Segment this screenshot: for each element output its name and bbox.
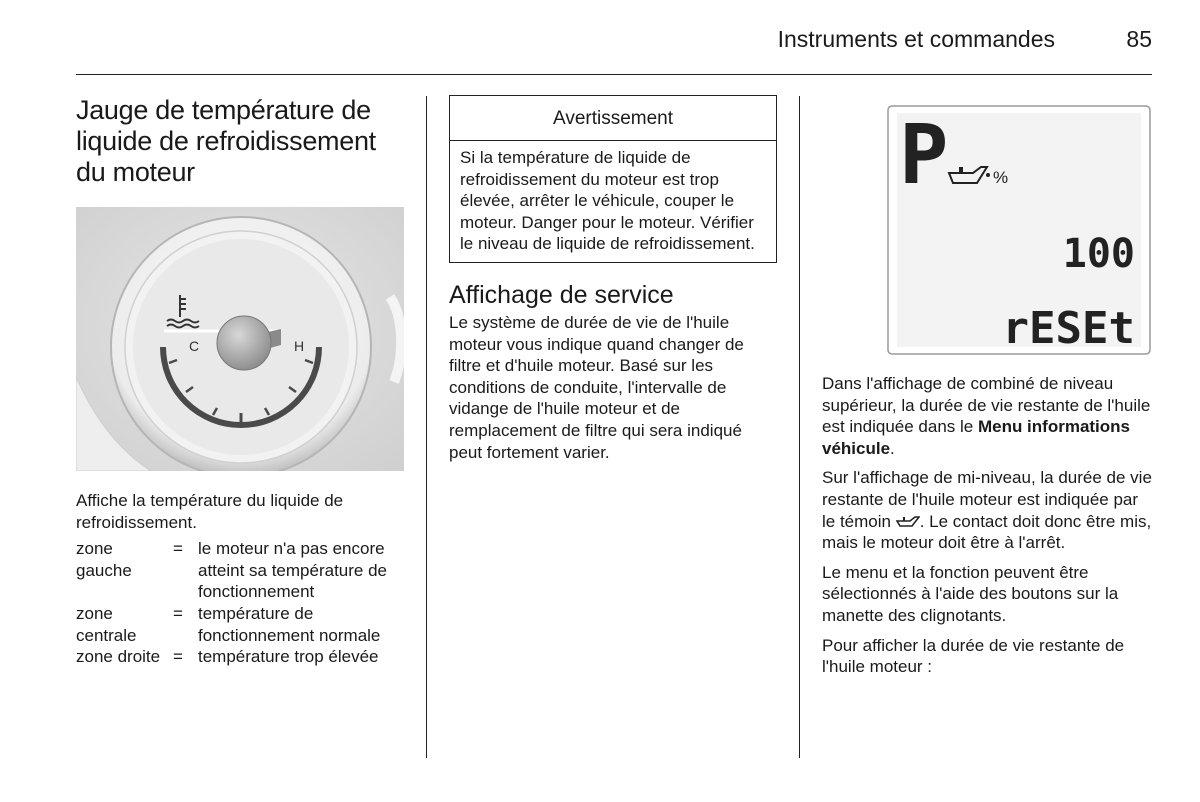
zone-row	[76, 646, 406, 668]
column-left	[76, 95, 406, 668]
paragraph-display-oil-life: Pour afficher la durée de vie restante de l'huile moteur :	[822, 635, 1125, 677]
zone-name: zone gauche	[76, 539, 132, 580]
gauge-hot-label: H	[294, 338, 305, 354]
section-heading-coolant-gauge: Jauge de température de liquide de refroidissement du moteur	[76, 95, 376, 187]
column-divider-2	[799, 96, 800, 758]
section-heading-service-display: Affichage de service	[449, 280, 674, 309]
column-middle	[449, 95, 777, 463]
zone-name: zone centrale	[76, 603, 137, 645]
display-reset-text: rESEt	[1002, 303, 1135, 354]
paragraph-text: Dans l'affichage de combiné de niveau supérieur, la durée de vie restante de l'huile est indiquée dans le	[822, 374, 1151, 437]
warning-box	[449, 95, 777, 263]
paragraph-text: .	[890, 438, 895, 458]
paragraph-text: Sur l'affichage de mi-niveau, la durée de vie restante de l'huile moteur est indiquée par le témoin	[822, 468, 1152, 531]
oil-indicator-icon	[896, 515, 920, 527]
paragraph-menu-selection: Le menu et la fonction peuvent être sélectionnés à l'aide des boutons sur la manette des clignotants.	[822, 562, 1119, 625]
display-mode-letter: P	[899, 108, 949, 203]
zone-description: température de fonctionnement normale	[198, 603, 381, 645]
coolant-gauge-image	[76, 207, 404, 471]
column-right	[822, 105, 1152, 686]
zone-definitions	[76, 538, 406, 668]
display-percent-sign: %	[993, 168, 1009, 187]
header-divider	[76, 74, 1152, 75]
service-display-paragraph: Le système de durée de vie de l'huile moteur vous indique quand changer de filtre et d'huile moteur. Basé sur les conditions de conduite, l'intervalle de vidange de l'huile moteur et de remplacement de filtre qui sera indiqué peut fortement varier.	[449, 312, 744, 462]
zone-description: le moteur n'a pas encore atteint sa température de fonctionnement	[198, 539, 388, 602]
gauge-cold-label: C	[189, 338, 200, 354]
zone-description: température trop élevée	[198, 647, 379, 667]
warning-text: Si la température de liquide de refroidissement du moteur est trop élevée, arrêter le véhicule, couper le moteur. Danger pour le moteur. Vérifier le niveau de liquide de refroidissement.	[460, 148, 755, 254]
zone-equals: =	[173, 647, 183, 667]
warning-title: Avertissement	[450, 96, 776, 141]
paragraph-upper-level-display	[822, 373, 1152, 459]
gauge-caption: Affiche la température du liquide de refroidissement.	[76, 491, 344, 532]
paragraph-mid-level-display	[822, 467, 1152, 553]
running-header-title: Instruments et commandes	[777, 26, 1055, 52]
zone-row	[76, 603, 406, 646]
oil-life-display-image	[887, 105, 1151, 355]
zone-row	[76, 538, 406, 603]
column-divider-1	[426, 96, 427, 758]
menu-name-vehicle-info: Menu informations véhicule	[822, 417, 1131, 458]
paragraph-text: . Le contact doit donc être mis, mais le moteur doit être à l'arrêt.	[822, 511, 1152, 553]
zone-equals: =	[173, 603, 183, 623]
zone-name: zone droite	[76, 647, 161, 667]
zone-equals: =	[173, 539, 183, 559]
page-number: 85	[1126, 26, 1152, 52]
display-oil-life-value: 100	[1062, 231, 1135, 277]
